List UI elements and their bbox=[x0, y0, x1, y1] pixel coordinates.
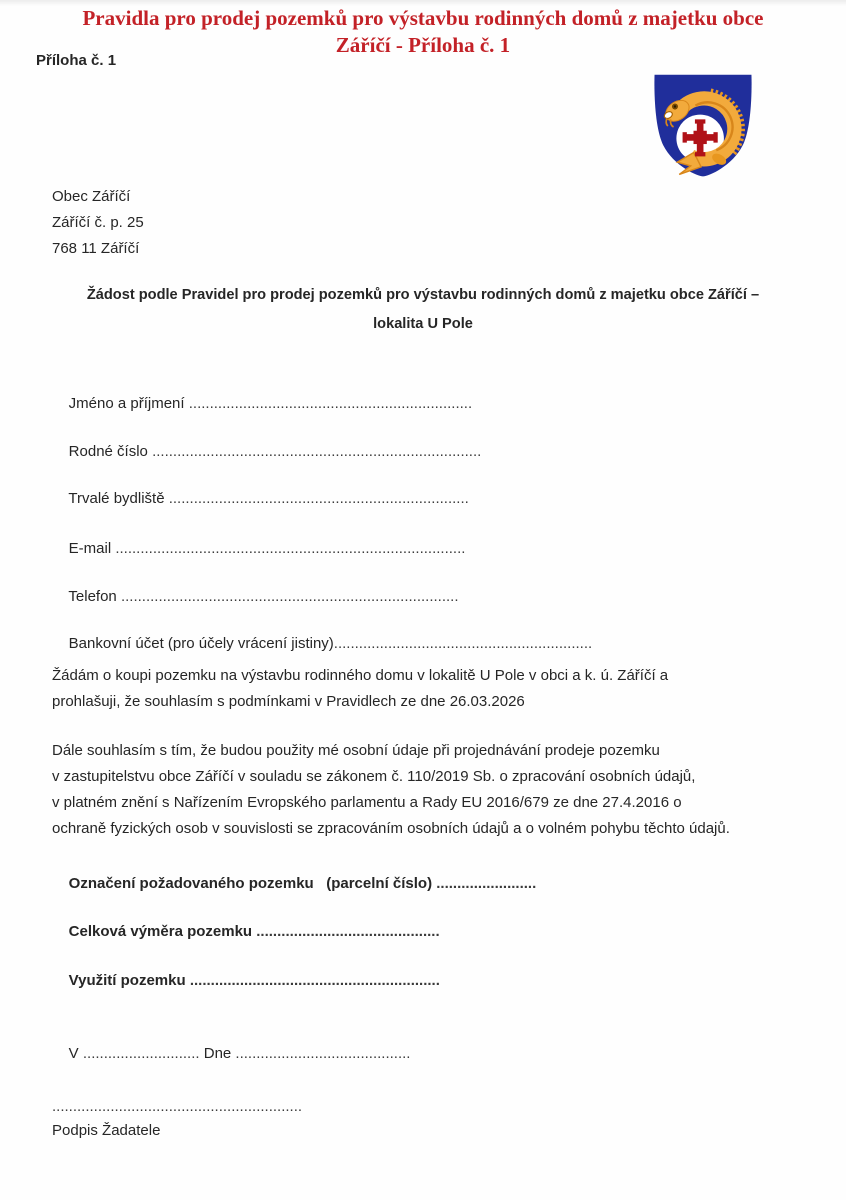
field-name-surname-label: Jméno a příjmení bbox=[68, 395, 189, 412]
field-parcel-designation-line: ........................ bbox=[436, 875, 537, 892]
field-birth-number-line: ............................................................................... bbox=[152, 443, 482, 460]
field-phone-label: Telefon bbox=[68, 588, 121, 605]
p2-line1: Dále souhlasím s tím, že budou použity mé osobní údaje při projednávání prodeje pozemku bbox=[52, 742, 660, 759]
subject-line2: lokalita U Pole bbox=[373, 316, 473, 332]
p2-line4: ochraně fyzických osob v souvislosti se zpracováním osobních údajů a o volném pohybu těchto údajů. bbox=[52, 820, 730, 837]
carp-eye-pupil bbox=[674, 105, 676, 107]
field-email-line: .................................................................................... bbox=[115, 540, 466, 557]
field-land-use bbox=[52, 955, 440, 1006]
sender-address-block bbox=[52, 184, 144, 262]
field-permanent-residence bbox=[52, 473, 469, 524]
field-name-surname bbox=[52, 378, 472, 429]
address-municipality: Obec Záříčí bbox=[52, 188, 131, 205]
address-street: Záříčí č. p. 25 bbox=[52, 214, 144, 231]
field-parcel-designation-label: Označení požadovaného pozemku (parcelní číslo) bbox=[68, 875, 437, 892]
p1-line2: prohlašuji, že souhlasím s podmínkami v Pravidlech ze dne 26.03.2026 bbox=[52, 693, 525, 710]
subject-line1: Žádost podle Pravidel pro prodej pozemků pro výstavbu rodinných domů z majetku obce Záříčí – bbox=[86, 287, 760, 303]
date-line: .......................................... bbox=[235, 1045, 411, 1062]
field-email-label: E-mail bbox=[68, 540, 116, 557]
field-bank-account-line: .............................................................. bbox=[333, 635, 593, 652]
field-phone-line: ................................................................................. bbox=[120, 588, 459, 605]
declaration-paragraph-purchase bbox=[52, 663, 668, 715]
field-birth-number bbox=[52, 426, 481, 477]
signature-label: Podpis Žadatele bbox=[52, 1122, 161, 1139]
date-label: Dne bbox=[199, 1045, 236, 1062]
p2-line2: v zastupitelstvu obce Záříčí v souladu se zákonem č. 110/2019 Sb. o zpracování osobních údajů, bbox=[52, 768, 696, 785]
place-prefix: V bbox=[68, 1045, 83, 1062]
declaration-paragraph-gdpr bbox=[52, 738, 730, 842]
application-subject-heading bbox=[0, 281, 846, 339]
field-phone bbox=[52, 571, 459, 622]
field-permanent-residence-line: ........................................................................ bbox=[168, 490, 469, 507]
document-title-line2: Záříčí - Příloha č. 1 bbox=[335, 33, 511, 57]
field-email bbox=[52, 523, 465, 574]
address-postal: 768 11 Záříčí bbox=[52, 240, 140, 257]
field-total-area bbox=[52, 906, 440, 957]
place-and-date-line bbox=[52, 1028, 410, 1079]
attachment-label: Příloha č. 1 bbox=[36, 52, 117, 69]
p1-line1: Žádám o koupi pozemku na výstavbu rodinného domu v lokalitě U Pole v obci a k. ú. Záříčí a bbox=[52, 667, 669, 684]
field-land-use-label: Využití pozemku bbox=[68, 972, 190, 989]
document-title-line1: Pravidla pro prodej pozemků pro výstavbu rodinných domů z majetku obce bbox=[82, 6, 764, 30]
document-title bbox=[0, 5, 846, 59]
municipal-coat-of-arms-icon bbox=[646, 71, 760, 181]
field-land-use-line: ............................................................ bbox=[189, 972, 440, 989]
field-parcel-designation bbox=[52, 858, 536, 909]
field-bank-account bbox=[52, 618, 592, 669]
field-name-surname-line: .................................................................... bbox=[188, 395, 473, 412]
place-line: ............................ bbox=[82, 1045, 200, 1062]
field-permanent-residence-label: Trvalé bydliště bbox=[68, 490, 169, 507]
p2-line3: v platném znění s Nařízením Evropského parlamentu a Rady EU 2016/679 ze dne 27.4.2016 o bbox=[52, 794, 682, 811]
field-bank-account-label: Bankovní účet (pro účely vrácení jistiny) bbox=[68, 635, 334, 652]
field-total-area-line: ............................................ bbox=[256, 923, 440, 940]
field-total-area-label: Celková výměra pozemku bbox=[68, 923, 257, 940]
signature-line: ............................................................ bbox=[52, 1098, 303, 1115]
field-birth-number-label: Rodné číslo bbox=[68, 443, 153, 460]
